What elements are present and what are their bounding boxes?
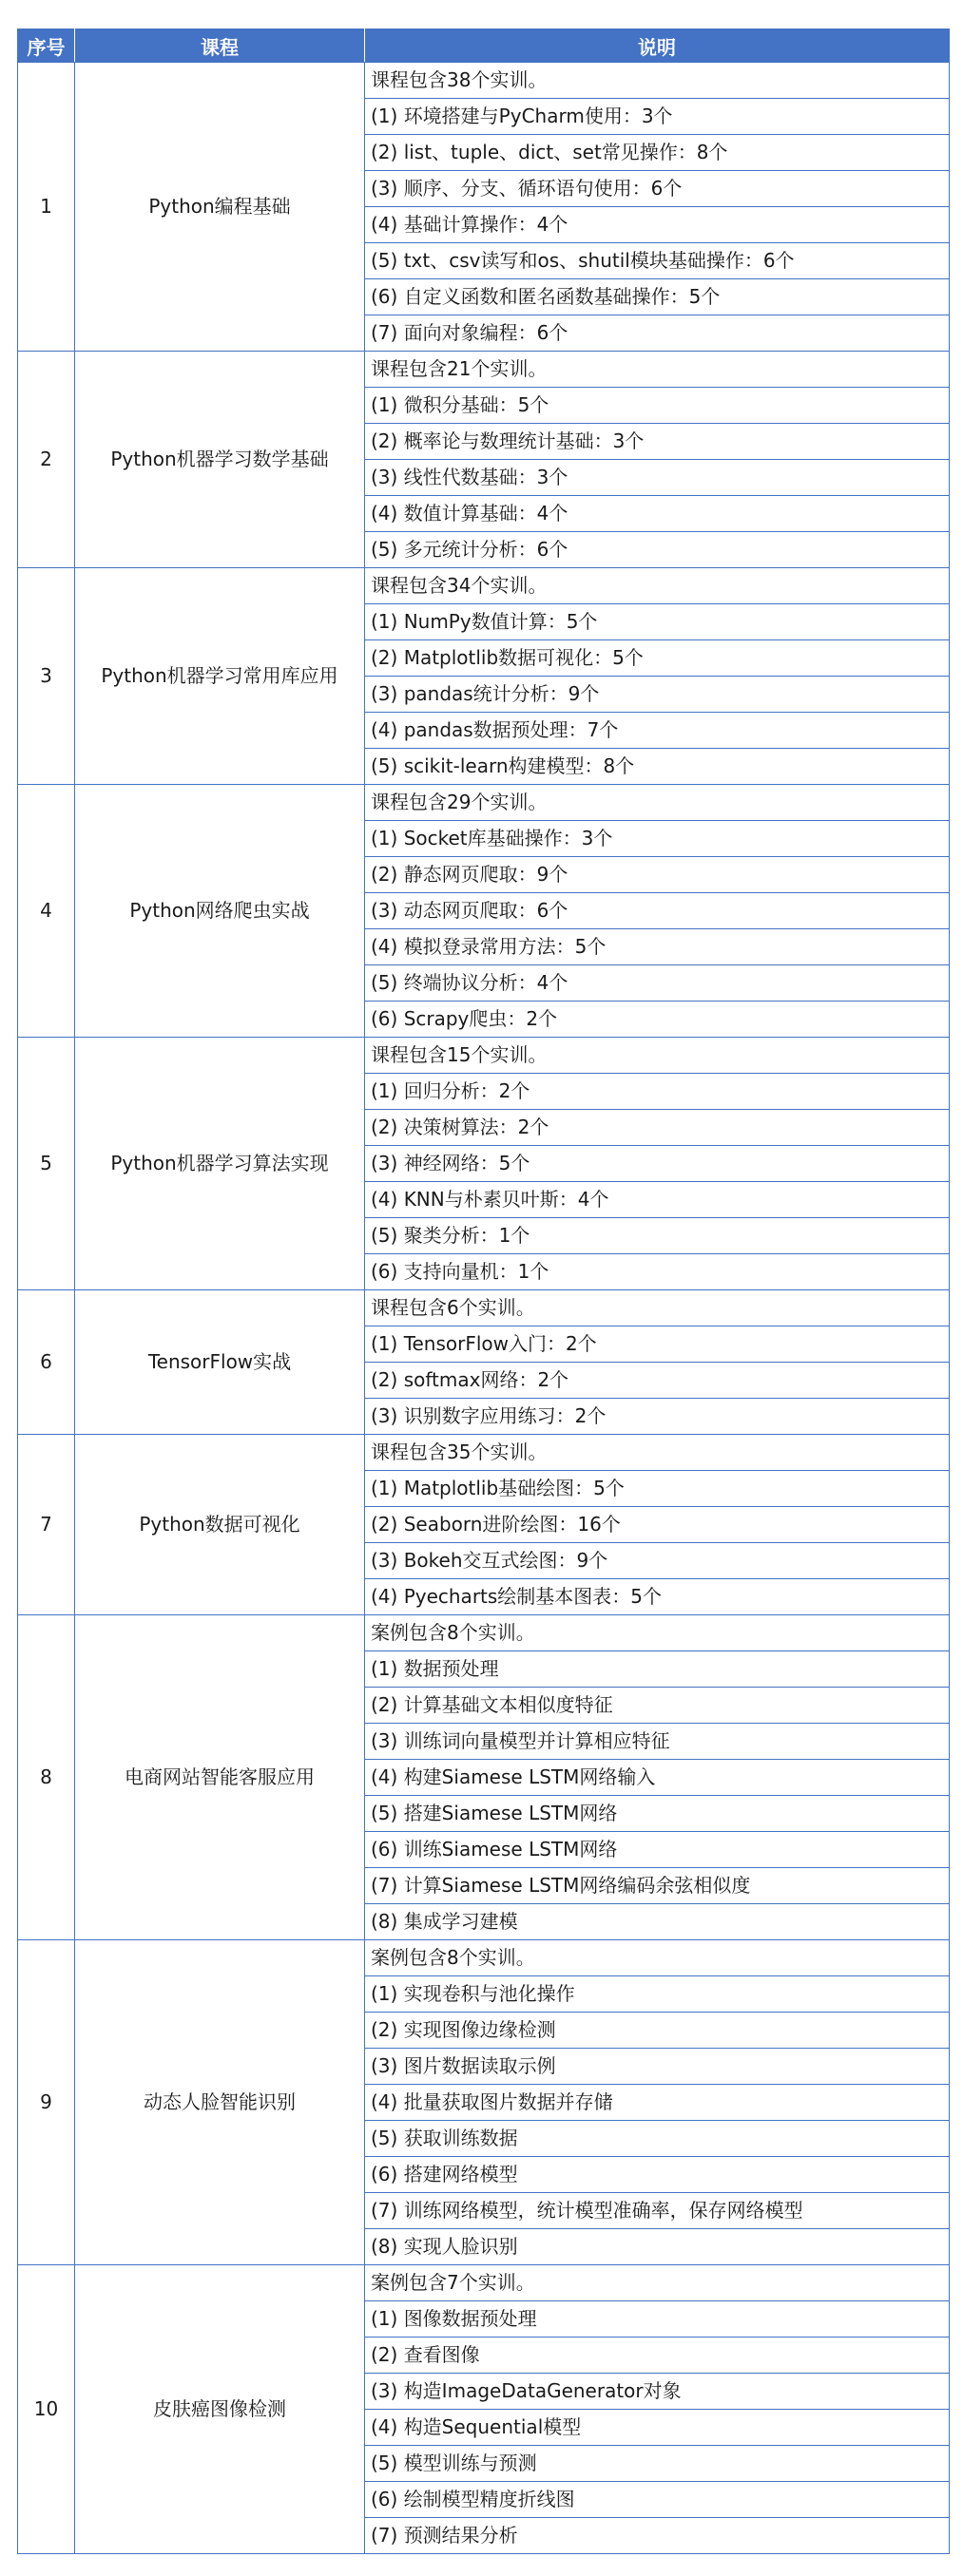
course-summary: 课程包含15个实训。: [365, 1038, 950, 1074]
course-item: (2) 决策树算法：2个: [365, 1110, 950, 1146]
course-item: (4) KNN与朴素贝叶斯：4个: [365, 1182, 950, 1218]
course-item: (2) list、tuple、dict、set常见操作：8个: [365, 135, 950, 171]
course-item: (3) pandas统计分析：9个: [365, 677, 950, 713]
course-item: (6) 训练Siamese LSTM网络: [365, 1832, 950, 1868]
table-row: [18, 568, 950, 604]
course-item: (3) 动态网页爬取：6个: [365, 893, 950, 929]
course-item: (1) Socket库基础操作：3个: [365, 821, 950, 857]
course-item: (3) 顺序、分支、循环语句使用：6个: [365, 171, 950, 207]
course-name: 电商网站智能客服应用: [75, 1615, 365, 1940]
course-table: [17, 29, 950, 2554]
course-item: (4) 构造Sequential模型: [365, 2410, 950, 2446]
course-number: 1: [18, 63, 75, 352]
table-row: [18, 1615, 950, 1651]
course-number: 6: [18, 1290, 75, 1435]
course-item: (1) 回归分析：2个: [365, 1074, 950, 1110]
course-number: 8: [18, 1615, 75, 1940]
course-number: 4: [18, 785, 75, 1038]
course-number: 5: [18, 1038, 75, 1290]
course-item: (2) 实现图像边缘检测: [365, 2013, 950, 2049]
course-item: (2) 概率论与数理统计基础：3个: [365, 424, 950, 460]
course-item: (4) pandas数据预处理：7个: [365, 713, 950, 749]
course-name: Python机器学习算法实现: [75, 1038, 365, 1290]
course-item: (4) Pyecharts绘制基本图表：5个: [365, 1579, 950, 1615]
course-item: (3) 神经网络：5个: [365, 1146, 950, 1182]
course-item: (1) 环境搭建与PyCharm使用：3个: [365, 99, 950, 135]
course-item: (5) 模型训练与预测: [365, 2446, 950, 2482]
header-no: 序号: [18, 29, 75, 63]
table-row: [18, 1290, 950, 1326]
course-item: (1) TensorFlow入门：2个: [365, 1326, 950, 1363]
table-row: [18, 63, 950, 99]
course-item: (3) 训练词向量模型并计算相应特征: [365, 1724, 950, 1760]
course-item: (6) 自定义函数和匿名函数基础操作：5个: [365, 279, 950, 315]
course-item: (2) 查看图像: [365, 2337, 950, 2374]
course-summary: 案例包含8个实训。: [365, 1940, 950, 1976]
course-name: 动态人脸智能识别: [75, 1940, 365, 2265]
course-summary: 课程包含38个实训。: [365, 63, 950, 99]
course-name: TensorFlow实战: [75, 1290, 365, 1435]
course-summary: 课程包含21个实训。: [365, 352, 950, 388]
course-item: (6) Scrapy爬虫：2个: [365, 1002, 950, 1038]
course-summary: 课程包含29个实训。: [365, 785, 950, 821]
table-header: [18, 29, 950, 63]
course-item: (5) 获取训练数据: [365, 2121, 950, 2157]
course-item: (1) NumPy数值计算：5个: [365, 604, 950, 640]
header-course: 课程: [75, 29, 365, 63]
course-summary: 课程包含6个实训。: [365, 1290, 950, 1326]
course-name: Python编程基础: [75, 63, 365, 352]
course-item: (7) 预测结果分析: [365, 2518, 950, 2554]
course-item: (3) 识别数字应用练习：2个: [365, 1399, 950, 1435]
header-row: [18, 29, 950, 63]
course-item: (1) 数据预处理: [365, 1651, 950, 1688]
course-summary: 课程包含35个实训。: [365, 1435, 950, 1471]
course-name: Python机器学习数学基础: [75, 352, 365, 568]
course-item: (6) 绘制模型精度折线图: [365, 2482, 950, 2518]
table-row: [18, 1940, 950, 1976]
course-item: (4) 基础计算操作：4个: [365, 207, 950, 243]
course-item: (5) 聚类分析：1个: [365, 1218, 950, 1254]
header-desc: 说明: [365, 29, 950, 63]
course-number: 10: [18, 2265, 75, 2554]
course-item: (2) Seaborn进阶绘图：16个: [365, 1507, 950, 1543]
course-item: (6) 搭建网络模型: [365, 2157, 950, 2193]
course-item: (6) 支持向量机：1个: [365, 1254, 950, 1290]
course-item: (1) 实现卷积与池化操作: [365, 1976, 950, 2013]
course-item: (3) Bokeh交互式绘图：9个: [365, 1543, 950, 1579]
table-row: [18, 1038, 950, 1074]
course-item: (3) 图片数据读取示例: [365, 2049, 950, 2085]
table-row: [18, 352, 950, 388]
course-item: (4) 数值计算基础：4个: [365, 496, 950, 532]
course-item: (4) 构建Siamese LSTM网络输入: [365, 1760, 950, 1796]
course-item: (5) 搭建Siamese LSTM网络: [365, 1796, 950, 1832]
course-item: (3) 构造ImageDataGenerator对象: [365, 2374, 950, 2410]
course-item: (8) 集成学习建模: [365, 1904, 950, 1940]
course-name: Python网络爬虫实战: [75, 785, 365, 1038]
course-item: (4) 批量获取图片数据并存储: [365, 2085, 950, 2121]
course-item: (7) 训练网络模型，统计模型准确率，保存网络模型: [365, 2193, 950, 2229]
table-body: [18, 63, 950, 2554]
course-item: (5) scikit-learn构建模型：8个: [365, 749, 950, 785]
course-summary: 案例包含8个实训。: [365, 1615, 950, 1651]
table-row: [18, 1435, 950, 1471]
course-item: (3) 线性代数基础：3个: [365, 460, 950, 496]
course-item: (8) 实现人脸识别: [365, 2229, 950, 2265]
course-number: 3: [18, 568, 75, 785]
course-item: (1) 微积分基础：5个: [365, 388, 950, 424]
table-row: [18, 785, 950, 821]
course-number: 7: [18, 1435, 75, 1615]
course-item: (1) Matplotlib基础绘图：5个: [365, 1471, 950, 1507]
course-item: (5) 终端协议分析：4个: [365, 965, 950, 1002]
course-name: 皮肤癌图像检测: [75, 2265, 365, 2554]
course-name: Python数据可视化: [75, 1435, 365, 1615]
course-summary: 案例包含7个实训。: [365, 2265, 950, 2301]
course-item: (7) 面向对象编程：6个: [365, 315, 950, 352]
course-item: (7) 计算Siamese LSTM网络编码余弦相似度: [365, 1868, 950, 1904]
course-summary: 课程包含34个实训。: [365, 568, 950, 604]
course-number: 9: [18, 1940, 75, 2265]
course-item: (5) txt、csv读写和os、shutil模块基础操作：6个: [365, 243, 950, 279]
course-number: 2: [18, 352, 75, 568]
course-item: (4) 模拟登录常用方法：5个: [365, 929, 950, 965]
course-item: (2) softmax网络：2个: [365, 1363, 950, 1399]
course-item: (2) Matplotlib数据可视化：5个: [365, 640, 950, 677]
course-name: Python机器学习常用库应用: [75, 568, 365, 785]
table-row: [18, 2265, 950, 2301]
course-item: (2) 计算基础文本相似度特征: [365, 1688, 950, 1724]
course-item: (5) 多元统计分析：6个: [365, 532, 950, 568]
course-item: (2) 静态网页爬取：9个: [365, 857, 950, 893]
course-item: (1) 图像数据预处理: [365, 2301, 950, 2337]
